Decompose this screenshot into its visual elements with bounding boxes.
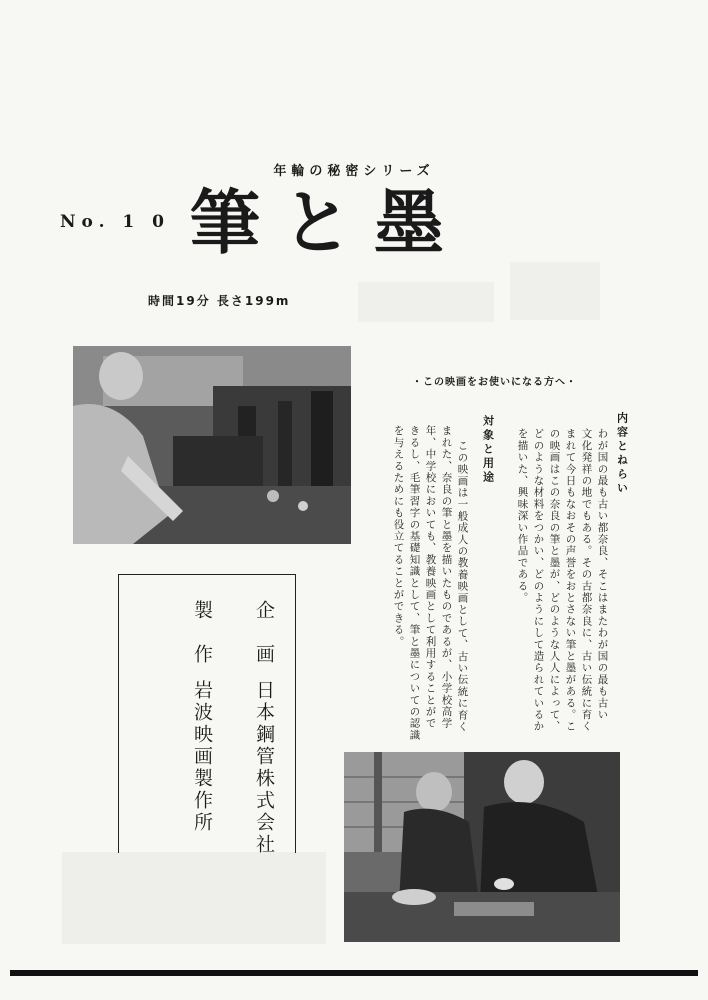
usage-line: 年、中学校においても、教養映画として利用することがで xyxy=(424,425,437,730)
content-line: を描いた、興味深い作品である。 xyxy=(516,428,529,604)
content-line: の映画はこの奈良の筆と墨が、どのような人人によって、 xyxy=(548,428,561,733)
content-line: どのような材料をつかい、どのようにして造られているか xyxy=(532,428,545,733)
usage-intro-tag: ・この映画をお使いになる方へ・ xyxy=(412,377,577,388)
plan-label: 企 画 xyxy=(253,600,275,666)
usage-line: この映画は一般成人の教養映画として、古い伝統に育く xyxy=(456,440,469,733)
usage-line: きるし、毛筆習字の基礎知識として、筆と墨についての認識 xyxy=(408,425,421,741)
prod-value: 岩波映画製作所 xyxy=(191,680,213,834)
blank-patch xyxy=(510,262,600,320)
usage-line: まれた、奈良の筆と墨を描いたものであるが、小学校高学 xyxy=(440,425,453,730)
film-number: No. 1 0 xyxy=(60,212,170,232)
content-line: まれて今日もなおその声誉をおとさない筆と墨がある。こ xyxy=(564,428,577,733)
content-line: わが国の最も古い都奈良、そこはまたわが国の最も古い xyxy=(596,428,609,721)
usage-heading: 対象と用途 xyxy=(481,415,495,485)
prod-label: 製 作 xyxy=(191,600,213,666)
usage-line: を与えるためにも役立てることができる。 xyxy=(392,425,405,648)
bottom-rule xyxy=(10,970,698,976)
blank-patch xyxy=(358,282,494,322)
film-title: 筆と墨 xyxy=(190,181,466,264)
workshop-photo-icon xyxy=(73,346,351,544)
plan-value: 日本鋼管株式会社 xyxy=(253,680,275,856)
content-heading: 内容とねらい xyxy=(615,412,629,496)
craftsmen-photo-icon xyxy=(344,752,620,942)
blank-patch xyxy=(62,852,326,944)
series-title: 年輪の秘密シリーズ xyxy=(273,164,435,179)
duration-length: 時間19分 長さ199m xyxy=(148,294,291,308)
content-line: 文化発祥の地でもある。その古都奈良に、古い伝統に育く xyxy=(580,428,593,733)
